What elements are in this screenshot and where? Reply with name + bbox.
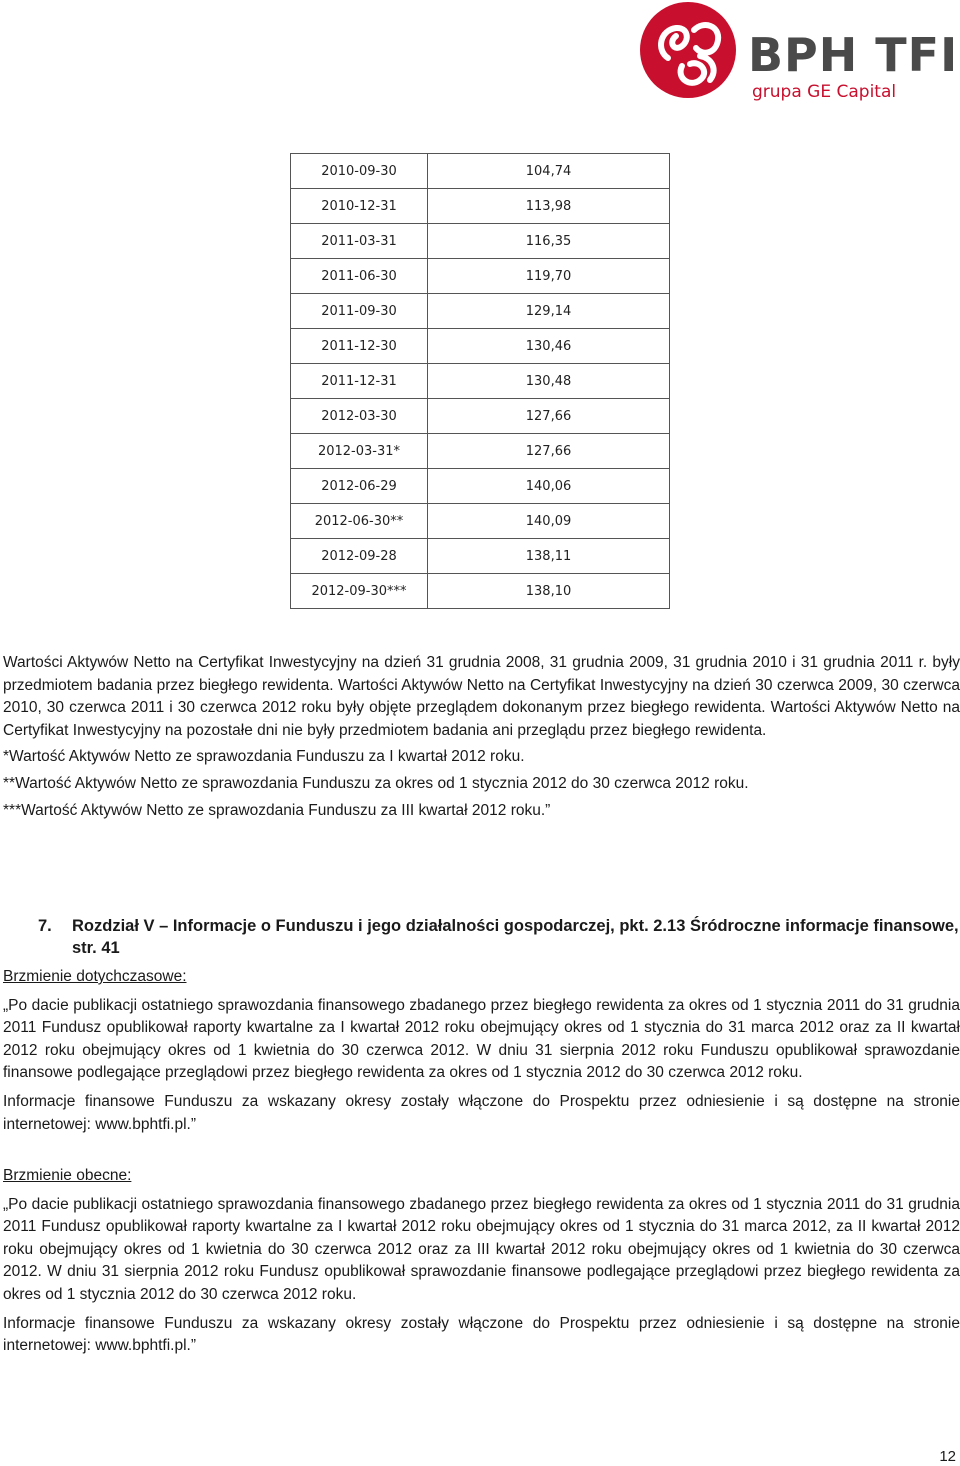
value-cell: 140,06 — [428, 469, 670, 504]
footnote-1: *Wartość Aktywów Netto ze sprawozdania Funduszu za I kwartał 2012 roku. — [3, 748, 525, 766]
date-cell: 2012-09-28 — [291, 539, 428, 574]
value-cell: 113,98 — [428, 189, 670, 224]
value-cell: 130,48 — [428, 364, 670, 399]
previous-paragraph-1: „Po dacie publikacji ostatniego sprawozdania finansowego zbadanego przez biegłego rewidenta za okres od 1 stycznia 2011 do 31 grudnia 2011 Fundusz opublikował raporty kwartalne za I kwartał 2012 roku obejmujący okres od 1 stycznia do 31 marca 2012 oraz za II kwartał 2012 roku obejmujący okres od 1 kwietnia do 30 czerwca 2012. W dniu 31 sierpnia 2012 roku Funduszu opublikował sprawozdanie finansowe podlegające przeglądowi przez biegłego rewidenta za okres od 1 stycznia 2012 do 30 czerwca 2012 roku. — [3, 996, 960, 1082]
date-cell: 2011-12-31 — [291, 364, 428, 399]
nav-audit-note: Wartości Aktywów Netto na Certyfikat Inwestycyjny na dzień 31 grudnia 2008, 31 grudnia 2009, 31 grudnia 2010 i 31 grudnia 2011 r. były przedmiotem badania przez biegłego rewidenta. Wartości Aktywów Netto na Certyfikat Inwestycyjny na dzień 30 czerwca 2009, 30 czerwca 2010, 30 czerwca 2011 i 30 czerwca 2012 roku były objęte przeglądem dokonanym przez biegłego rewidenta. Wartości Aktywów Netto na Certyfikat Inwestycyjny na pozostałe dni nie były przedmiotem badania ani przeglądu przez biegłego rewidenta. — [3, 654, 960, 739]
value-cell: 127,66 — [428, 434, 670, 469]
table-row — [291, 504, 670, 539]
table-row — [291, 574, 670, 609]
nav-table-body — [291, 154, 670, 609]
table-row — [291, 469, 670, 504]
table-row — [291, 434, 670, 469]
table-row — [291, 399, 670, 434]
date-cell: 2010-12-31 — [291, 189, 428, 224]
date-cell: 2012-06-30** — [291, 504, 428, 539]
current-wording — [3, 1165, 960, 1358]
date-cell: 2011-06-30 — [291, 259, 428, 294]
table-row — [291, 364, 670, 399]
bph-tfi-logo — [630, 0, 960, 110]
table-row — [291, 294, 670, 329]
date-cell: 2012-06-29 — [291, 469, 428, 504]
previous-paragraph-2: Informacje finansowe Funduszu za wskazany okresy zostały włączone do Prospektu przez odniesienie i są dostępne na stronie internetowej: www.bphtfi.pl.” — [3, 1092, 960, 1133]
date-cell: 2012-03-31* — [291, 434, 428, 469]
nav-table — [290, 153, 670, 609]
value-cell: 119,70 — [428, 259, 670, 294]
date-cell: 2011-12-30 — [291, 329, 428, 364]
date-cell: 2012-03-30 — [291, 399, 428, 434]
bph-logo-mark-icon — [638, 0, 738, 100]
brand-name: BPH TFI — [748, 28, 959, 82]
section-heading — [38, 915, 960, 959]
value-cell: 116,35 — [428, 224, 670, 259]
table-row — [291, 259, 670, 294]
date-cell: 2010-09-30 — [291, 154, 428, 189]
section-title: Rozdział V – Informacje o Funduszu i jego działalności gospodarczej, pkt. 2.13 Śródroczne informacje finansowe, str. 41 — [72, 917, 959, 957]
previous-label: Brzmienie dotychczasowe: — [3, 968, 187, 985]
table-row — [291, 539, 670, 574]
brand-subtitle: grupa GE Capital — [752, 82, 897, 102]
footnote-2: **Wartość Aktywów Netto ze sprawozdania Funduszu za okres od 1 stycznia 2012 do 30 czerwca 2012 roku. — [3, 774, 749, 792]
value-cell: 127,66 — [428, 399, 670, 434]
value-cell: 138,10 — [428, 574, 670, 609]
page-number: 12 — [939, 1448, 956, 1465]
date-cell: 2012-09-30*** — [291, 574, 428, 609]
value-cell: 130,46 — [428, 329, 670, 364]
current-paragraph-2: Informacje finansowe Funduszu za wskazany okresy zostały włączone do Prospektu przez odniesienie i są dostępne na stronie internetowej: www.bphtfi.pl.” — [3, 1314, 960, 1355]
value-cell: 104,74 — [428, 154, 670, 189]
value-cell: 140,09 — [428, 504, 670, 539]
value-cell: 129,14 — [428, 294, 670, 329]
table-row — [291, 224, 670, 259]
notes-block — [3, 652, 960, 822]
current-label: Brzmienie obecne: — [3, 1167, 132, 1184]
date-cell: 2011-03-31 — [291, 224, 428, 259]
footnote-3: ***Wartość Aktywów Netto ze sprawozdania Funduszu za III kwartał 2012 roku.” — [3, 801, 551, 819]
date-cell: 2011-09-30 — [291, 294, 428, 329]
table-row — [291, 154, 670, 189]
previous-wording — [3, 966, 960, 1136]
table-row — [291, 189, 670, 224]
table-row — [291, 329, 670, 364]
section-number: 7. — [38, 917, 52, 935]
value-cell: 138,11 — [428, 539, 670, 574]
current-paragraph-1: „Po dacie publikacji ostatniego sprawozdania finansowego zbadanego przez biegłego rewidenta za okres od 1 stycznia 2011 do 31 grudnia 2011 Fundusz opublikował raporty kwartalne za I kwartał 2012 roku obejmujący okres od 1 stycznia do 31 marca 2012, za II kwartał 2012 roku obejmujący okres od 1 kwietnia do 30 czerwca 2012 oraz za III kwartał 2012 roku obejmujący okres od 1 kwietnia do 30 czerwca 2012. W dniu 31 sierpnia 2012 roku Fundusz opublikował sprawozdanie finansowe podlegające przeglądowi przez biegłego rewidenta za okres od 1 stycznia 2012 do 30 czerwca 2012 roku. — [3, 1195, 960, 1303]
